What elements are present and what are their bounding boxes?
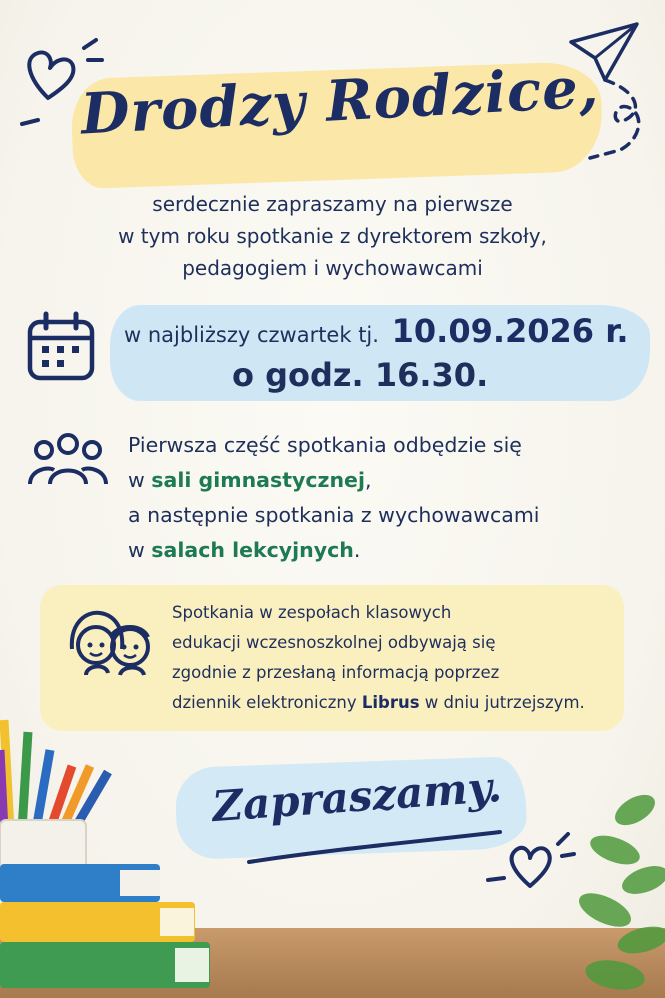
calendar-icon [26, 312, 98, 384]
date-line [124, 312, 629, 350]
page-title: Drodzy Rodzice, [79, 54, 601, 148]
heart-icon [486, 826, 576, 896]
librus-label: Librus [361, 693, 420, 712]
classroom-location: salach lekcyjnych [151, 538, 354, 562]
note-text [172, 598, 585, 718]
info-line: a następnie spotkania z wychowawcami [128, 503, 540, 527]
date-prefix: w najbliższy czwartek tj. [124, 323, 379, 347]
closing-text: Zapraszamy. [210, 761, 504, 832]
info-line: Pierwsza część spotkania odbędzie się [128, 433, 522, 457]
event-time: o godz. 16.30. [232, 356, 489, 394]
plant-icon [575, 770, 665, 998]
info-line: w sali gimnastycznej, [128, 468, 372, 492]
pencils-icon [0, 710, 120, 870]
intro-line: w tym roku spotkanie z dyrektorem szkoły, [118, 224, 547, 248]
meeting-info [128, 428, 539, 568]
people-icon [28, 432, 108, 492]
gym-location: sali gimnastycznej [151, 468, 365, 492]
event-date: 10.09.2026 r. [391, 312, 629, 350]
closing-underline [245, 830, 505, 870]
intro-line: serdecznie zapraszamy na pierwsze [152, 192, 513, 216]
intro-line: pedagogiem i wychowawcami [182, 256, 483, 280]
note-line: dziennik elektroniczny Librus w dniu jutrzejszym. [172, 693, 585, 712]
children-icon [66, 605, 158, 675]
note-line: edukacji wczesnoszkolnej odbywają się [172, 633, 496, 652]
note-line: Spotkania w zespołach klasowych [172, 603, 452, 622]
info-line: w salach lekcyjnych. [128, 538, 361, 562]
intro-text [60, 188, 605, 284]
books-icon [0, 858, 210, 998]
note-line: zgodnie z przesłaną informacją poprzez [172, 663, 500, 682]
